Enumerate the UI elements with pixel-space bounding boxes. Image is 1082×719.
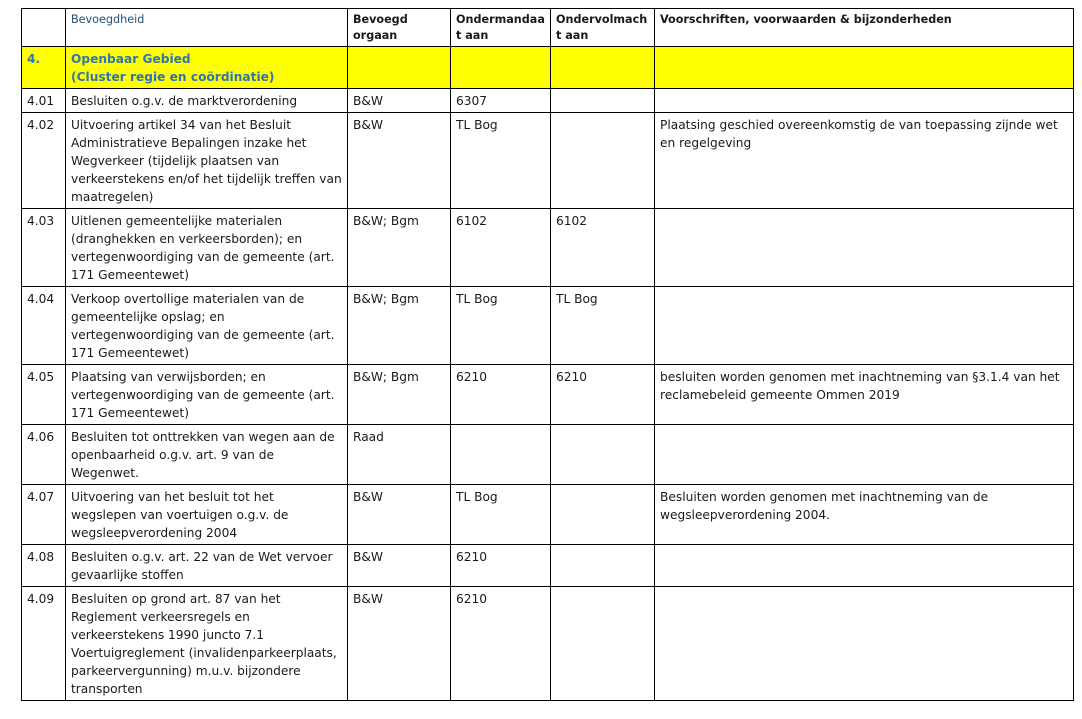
header-orgaan: Bevoegd orgaan <box>348 9 451 47</box>
row-number: 4.02 <box>22 113 66 209</box>
row-number: 4.04 <box>22 287 66 365</box>
mandate-table <box>21 8 1074 701</box>
row-ondermandaat: 6210 <box>451 545 551 587</box>
row-ondermandaat: TL Bog <box>451 485 551 545</box>
row-omschrijving: Uitlenen gemeentelijke materialen (dranghekken en verkeersborden); en vertegenwoordiging van de gemeente (art. 171 Gemeentewet) <box>66 209 348 287</box>
cluster-empty-cell <box>451 47 551 89</box>
cluster-title-line1: Openbaar Gebied <box>71 52 191 66</box>
row-orgaan: B&W; Bgm <box>348 287 451 365</box>
table-row <box>22 113 1074 209</box>
row-ondermandaat: 6210 <box>451 587 551 701</box>
row-ondermandaat: 6210 <box>451 365 551 425</box>
row-orgaan: B&W <box>348 485 451 545</box>
cluster-row <box>22 47 1074 89</box>
row-number: 4.01 <box>22 89 66 113</box>
table-row <box>22 365 1074 425</box>
row-omschrijving: Besluiten o.g.v. art. 22 van de Wet vervoer gevaarlijke stoffen <box>66 545 348 587</box>
row-voorschriften: Plaatsing geschied overeenkomstig de van toepassing zijnde wet en regelgeving <box>655 113 1074 209</box>
cluster-number: 4. <box>22 47 66 89</box>
cluster-title-line2: (Cluster regie en coördinatie) <box>71 70 275 84</box>
row-ondervolmacht <box>551 485 655 545</box>
row-ondervolmacht <box>551 89 655 113</box>
table-row <box>22 485 1074 545</box>
row-orgaan: B&W <box>348 545 451 587</box>
row-omschrijving: Uitvoering van het besluit tot het wegslepen van voertuigen o.g.v. de wegsleepverordening 2004 <box>66 485 348 545</box>
table-row <box>22 587 1074 701</box>
cluster-title <box>66 47 348 89</box>
row-orgaan: B&W; Bgm <box>348 209 451 287</box>
row-omschrijving: Uitvoering artikel 34 van het Besluit Administratieve Bepalingen inzake het Wegverkeer (tijdelijk plaatsen van verkeerstekens en/of het tijdelijk treffen van maatregelen) <box>66 113 348 209</box>
header-row <box>22 9 1074 47</box>
row-omschrijving: Plaatsing van verwijsborden; en vertegenwoordiging van de gemeente (art. 171 Gemeentewet) <box>66 365 348 425</box>
header-ondermandaat: Ondermandaat aan <box>451 9 551 47</box>
row-omschrijving: Verkoop overtollige materialen van de gemeentelijke opslag; en vertegenwoordiging van de gemeente (art. 171 Gemeentewet) <box>66 287 348 365</box>
row-number: 4.06 <box>22 425 66 485</box>
cluster-empty-cell <box>655 47 1074 89</box>
row-ondermandaat: 6102 <box>451 209 551 287</box>
header-bevoegdheid: Bevoegdheid <box>66 9 348 47</box>
row-ondervolmacht <box>551 113 655 209</box>
table-row <box>22 545 1074 587</box>
table-row <box>22 209 1074 287</box>
table-row <box>22 425 1074 485</box>
row-omschrijving: Besluiten tot onttrekken van wegen aan de openbaarheid o.g.v. art. 9 van de Wegenwet. <box>66 425 348 485</box>
row-number: 4.08 <box>22 545 66 587</box>
row-voorschriften <box>655 425 1074 485</box>
row-number: 4.03 <box>22 209 66 287</box>
row-number: 4.09 <box>22 587 66 701</box>
row-voorschriften: Besluiten worden genomen met inachtneming van de wegsleepverordening 2004. <box>655 485 1074 545</box>
header-number <box>22 9 66 47</box>
row-orgaan: Raad <box>348 425 451 485</box>
row-voorschriften <box>655 89 1074 113</box>
cluster-empty-cell <box>348 47 451 89</box>
header-voorschriften: Voorschriften, voorwaarden & bijzonderheden <box>655 9 1074 47</box>
row-voorschriften <box>655 545 1074 587</box>
row-ondervolmacht: 6210 <box>551 365 655 425</box>
row-ondervolmacht <box>551 545 655 587</box>
row-ondervolmacht <box>551 425 655 485</box>
row-voorschriften <box>655 209 1074 287</box>
row-number: 4.07 <box>22 485 66 545</box>
row-orgaan: B&W; Bgm <box>348 365 451 425</box>
row-voorschriften <box>655 287 1074 365</box>
table-row <box>22 287 1074 365</box>
row-omschrijving: Besluiten op grond art. 87 van het Reglement verkeersregels en verkeerstekens 1990 juncto 7.1 Voertuigreglement (invalidenparkeerplaats, parkeervergunning) m.u.v. bijzondere transporten <box>66 587 348 701</box>
table-row <box>22 89 1074 113</box>
row-ondermandaat: TL Bog <box>451 113 551 209</box>
row-omschrijving: Besluiten o.g.v. de marktverordening <box>66 89 348 113</box>
row-voorschriften <box>655 587 1074 701</box>
row-ondermandaat <box>451 425 551 485</box>
row-ondermandaat: 6307 <box>451 89 551 113</box>
row-orgaan: B&W <box>348 89 451 113</box>
row-number: 4.05 <box>22 365 66 425</box>
row-voorschriften: besluiten worden genomen met inachtneming van §3.1.4 van het reclamebeleid gemeente Ommen 2019 <box>655 365 1074 425</box>
row-ondervolmacht <box>551 587 655 701</box>
row-orgaan: B&W <box>348 113 451 209</box>
row-ondermandaat: TL Bog <box>451 287 551 365</box>
header-ondervolmacht: Ondervolmacht aan <box>551 9 655 47</box>
row-ondervolmacht: TL Bog <box>551 287 655 365</box>
row-orgaan: B&W <box>348 587 451 701</box>
row-ondervolmacht: 6102 <box>551 209 655 287</box>
cluster-empty-cell <box>551 47 655 89</box>
